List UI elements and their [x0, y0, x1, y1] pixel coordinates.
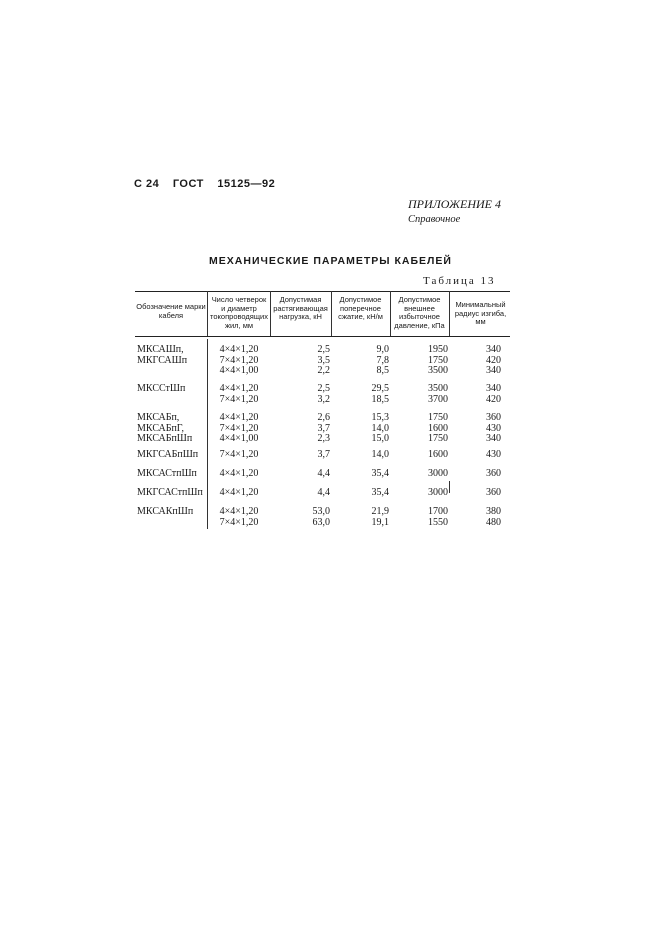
cell-radius: 360 430 340	[486, 412, 501, 444]
cell-conductors: 4×4×1,20 7×4×1,20 4×4×1,00	[219, 344, 259, 376]
column-header-radius: Минимальный радиус изгиба, мм	[454, 300, 507, 326]
cell-mark: МКГСАБпШп	[137, 449, 199, 460]
cell-pressure: 3000	[428, 468, 448, 479]
cell-mark: МКСАСтпШп	[137, 468, 197, 479]
gost-number: 15125—92	[217, 178, 276, 190]
gost-label: ГОСТ	[172, 178, 204, 190]
cell-mark: МКГСАСтпШп	[137, 487, 203, 498]
cell-pressure: 3000	[428, 487, 448, 498]
cell-mark: МКССтШп	[137, 383, 186, 394]
table-title: МЕХАНИЧЕСКИЕ ПАРАМЕТРЫ КАБЕЛЕЙ	[209, 255, 452, 267]
cell-mark: МКСАКпШп	[137, 506, 194, 517]
cell-radius: 430	[486, 449, 501, 460]
page-header	[134, 178, 285, 190]
appendix-block	[408, 197, 501, 227]
cell-conductors: 4×4×1,20 7×4×1,20	[219, 383, 259, 405]
cell-conductors: 4×4×1,20	[219, 468, 259, 479]
cell-conductors: 4×4×1,20 7×4×1,20	[219, 506, 259, 528]
cell-conductors: 7×4×1,20	[219, 449, 259, 460]
cell-radius: 380 480	[486, 506, 501, 528]
cell-mark: МКСАБп, МКСАБпГ, МКСАБпШп	[137, 412, 193, 444]
header-divider	[207, 291, 208, 336]
cell-pressure: 1700 1550	[428, 506, 448, 528]
cell-tension: 53,0 63,0	[312, 506, 330, 528]
table-number: Таблица 13	[423, 275, 496, 287]
cell-compression: 29,5 18,5	[371, 383, 389, 405]
cell-compression: 14,0	[371, 449, 389, 460]
cell-radius: 360	[486, 487, 501, 498]
column-header-pressure: Допустимое внешнее избыточное давление, кПа	[394, 295, 445, 330]
appendix-label: ПРИЛОЖЕНИЕ 4	[408, 197, 501, 211]
appendix-subtitle: Справочное	[408, 214, 461, 225]
cell-compression: 21,9 19,1	[371, 506, 389, 528]
cell-radius: 340 420 340	[486, 344, 501, 376]
cell-pressure: 1600	[428, 449, 448, 460]
table-top-rule	[135, 291, 510, 292]
cell-compression: 35,4	[371, 487, 389, 498]
cell-tension: 4,4	[317, 487, 330, 498]
cell-pressure: 3500 3700	[428, 383, 448, 405]
cell-conductors: 4×4×1,20	[219, 487, 259, 498]
column-header-conductors: Число четверок и диаметр токопроводящих жил, мм	[210, 295, 268, 330]
cell-mark: МКСАШп, МКГСАШп	[137, 344, 188, 366]
page-number: С 24	[134, 178, 160, 190]
cell-tension: 2,6 3,7 2,3	[317, 412, 330, 444]
cell-tension: 2,5 3,2	[317, 383, 330, 405]
cell-radius: 340 420	[486, 383, 501, 405]
cell-radius: 360	[486, 468, 501, 479]
column-header-mark: Обозначение марки кабеля	[136, 302, 206, 320]
cell-compression: 9,0 7,8 8,5	[376, 344, 389, 376]
cell-tension: 3,7	[317, 449, 330, 460]
cell-pressure: 1950 1750 3500	[428, 344, 448, 376]
cell-conductors: 4×4×1,20 7×4×1,20 4×4×1,00	[219, 412, 259, 444]
cell-compression: 15,3 14,0 15,0	[371, 412, 389, 444]
column-header-compression: Допустимое поперечное сжатие, кН/м	[338, 295, 383, 321]
body-divider	[207, 339, 208, 529]
cell-tension: 4,4	[317, 468, 330, 479]
header-divider	[449, 291, 450, 336]
column-header-tension: Допустимая растягивающая нагрузка, кН	[273, 295, 328, 321]
cell-pressure: 1750 1600 1750	[428, 412, 448, 444]
table-header-rule	[135, 336, 510, 337]
cell-tension: 2,5 3,5 2,2	[317, 344, 330, 376]
cell-compression: 35,4	[371, 468, 389, 479]
